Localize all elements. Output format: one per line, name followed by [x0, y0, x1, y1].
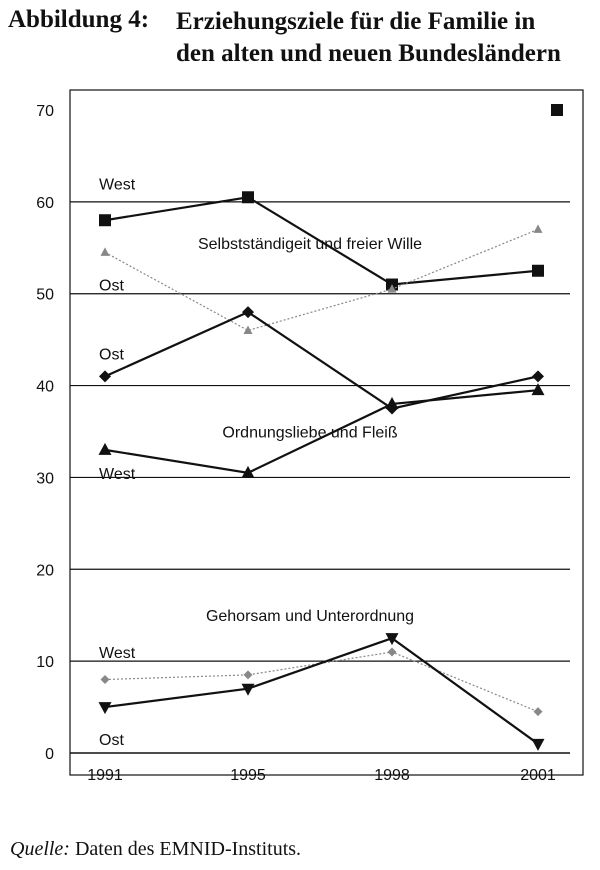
- data-point-triangle: [534, 224, 543, 233]
- data-point-diamond: [534, 707, 543, 716]
- series-line: [105, 312, 538, 408]
- data-point-triangle: [101, 247, 110, 256]
- group-label: Gehorsam und Unterordnung: [205, 608, 415, 626]
- series-gehorsam-ost: [99, 633, 545, 751]
- region-label: Ost: [99, 732, 124, 750]
- region-label: West: [99, 176, 136, 194]
- y-tick-label: 70: [36, 103, 54, 120]
- data-point-triangle: [99, 443, 112, 455]
- x-tick-label: 1995: [230, 767, 266, 784]
- y-tick-label: 40: [36, 378, 54, 396]
- y-tick-label: 30: [36, 470, 54, 488]
- y-tick-label: 50: [36, 286, 54, 304]
- data-point-diamond: [388, 647, 397, 656]
- x-tick-label: 1991: [87, 767, 123, 784]
- legend-square-marker: [551, 104, 563, 116]
- y-tick-label: 0: [45, 746, 54, 763]
- region-label: Ost: [99, 277, 124, 295]
- series-line: [105, 638, 538, 744]
- data-point-square: [532, 265, 544, 277]
- region-label: Ost: [99, 346, 124, 364]
- data-point-diamond: [242, 306, 254, 318]
- data-point-square: [242, 191, 254, 203]
- y-tick-label: 60: [36, 194, 54, 212]
- x-tick-label: 1998: [374, 767, 410, 784]
- data-point-diamond: [244, 670, 253, 679]
- data-point-triangle-down: [99, 702, 112, 714]
- group-label: Ordnungsliebe und Fleiß: [222, 424, 398, 442]
- data-point-triangle: [532, 383, 545, 395]
- data-point-triangle: [244, 325, 253, 334]
- group-label: Selbstständigeit und freier Wille: [197, 236, 423, 254]
- y-tick-label: 10: [36, 654, 54, 672]
- data-point-diamond: [99, 370, 111, 382]
- x-tick-label: 2001: [520, 767, 556, 784]
- y-tick-label: 20: [36, 562, 54, 580]
- region-label: West: [99, 465, 136, 483]
- data-point-square: [99, 214, 111, 226]
- series-ordnungsliebe-ost: [99, 306, 544, 414]
- source-text: Daten des EMNID-Instituts.: [74, 838, 302, 860]
- source-note: [10, 838, 301, 861]
- region-label: West: [99, 644, 136, 662]
- source-label: Quelle:: [10, 838, 70, 860]
- figure-title-text: Erziehungsziele für die Familie in den alten und neuen Bundesländern: [176, 8, 561, 67]
- data-point-diamond: [101, 675, 110, 684]
- data-point-diamond: [532, 370, 544, 382]
- data-point-triangle-down: [532, 739, 545, 751]
- series-gehorsam-west: [99, 644, 543, 716]
- figure-label: Abbildung 4:: [8, 6, 150, 33]
